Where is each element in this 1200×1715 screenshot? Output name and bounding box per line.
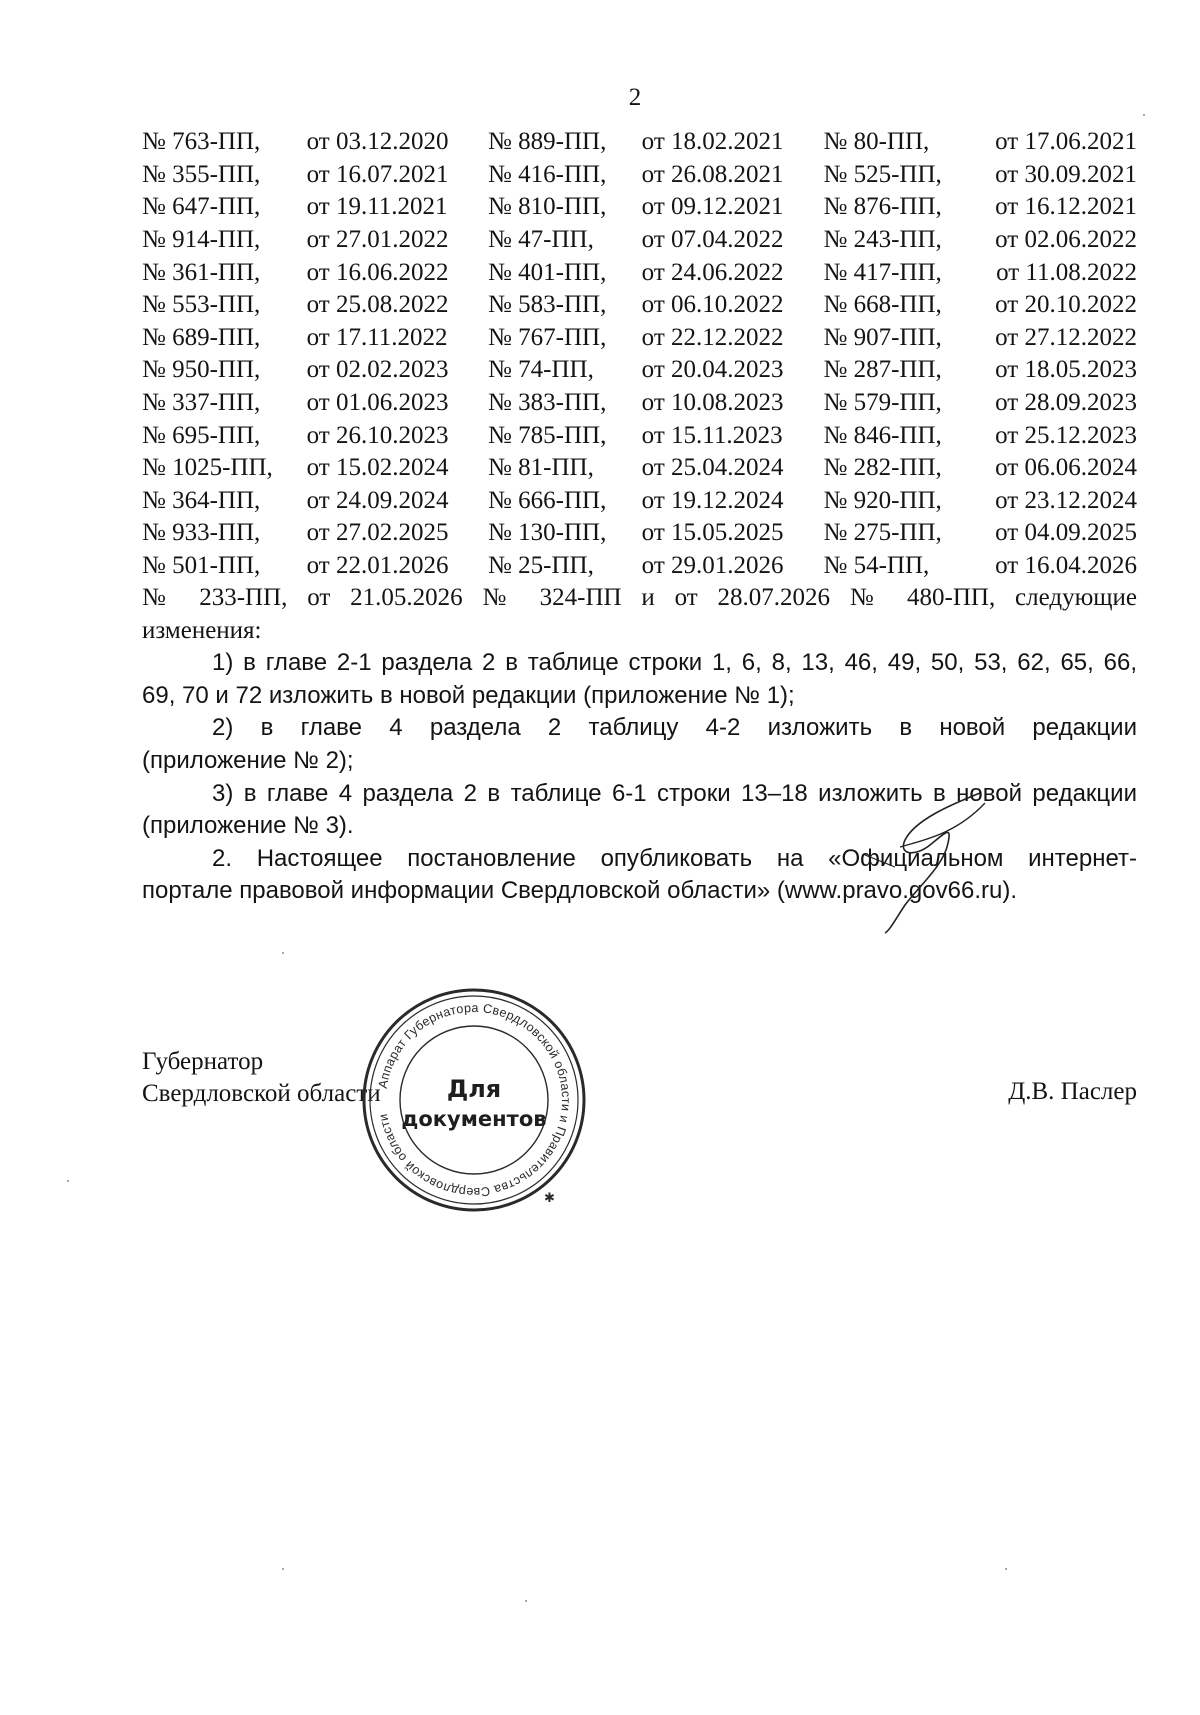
scan-speck [525, 1600, 527, 1602]
resolution-date: от 16.12.2021 [995, 193, 1137, 221]
position-line-1: Губернатор [142, 1048, 264, 1075]
resolution-number: № 695-ПП, [142, 421, 261, 449]
resolution-date: от 17.11.2022 [306, 323, 448, 351]
item-1-line-2: 69, 70 и 72 изложить в новой редакции (приложение № 1); [142, 681, 795, 709]
handwritten-signature-icon [860, 785, 1020, 935]
item-2-line-2: (приложение № 2); [142, 746, 354, 774]
point-2-line-2: портале правовой информации Свердловской области» (www.pravo.gov66.ru). [142, 877, 1017, 905]
resolution-date: от 03.12.2020 [306, 128, 449, 156]
resolution-number: № 81-ПП, [488, 454, 594, 482]
resolution-date: от 25.12.2023 [995, 421, 1137, 449]
resolution-number: № 579-ПП, [823, 389, 942, 417]
amendment-row [142, 289, 1137, 322]
resolution-date: от 04.09.2025 [995, 519, 1137, 547]
resolution-date: от 19.11.2021 [306, 193, 448, 221]
resolution-number: № 282-ПП, [823, 454, 942, 482]
resolution-date: от 20.10.2022 [995, 291, 1137, 319]
resolution-date: от 16.07.2021 [306, 160, 449, 188]
resolution-date: от 16.04.2026 [995, 552, 1137, 580]
resolution-date: от 15.05.2025 [641, 519, 784, 547]
resolution-number: № 666-ПП, [488, 486, 607, 514]
resolution-number: № 920-ПП, [823, 486, 942, 514]
page-number: 2 [628, 84, 642, 111]
amendment-row [142, 485, 1137, 518]
resolution-number: № 361-ПП, [142, 258, 261, 286]
amendment-row [142, 387, 1137, 420]
amendment-row [142, 256, 1137, 289]
resolution-number: № 401-ПП, [488, 258, 607, 286]
resolution-number: № 763-ПП, [142, 128, 261, 156]
resolution-number: № 668-ПП, [823, 291, 942, 319]
point-2-line-1: 2. Настоящее постановление опубликовать на «Официальном интернет- [212, 844, 1137, 872]
resolution-date: от 27.02.2025 [306, 519, 449, 547]
amendment-row [142, 322, 1137, 355]
resolution-date: от 15.02.2024 [306, 454, 449, 482]
resolution-number: № 689-ПП, [142, 323, 261, 351]
resolution-number: № 1025-ПП, [142, 454, 273, 482]
amendment-row [142, 452, 1137, 485]
resolution-date: от 25.08.2022 [306, 291, 449, 319]
resolution-date: от 26.08.2021 [641, 160, 784, 188]
resolution-date: от 17.06.2021 [995, 128, 1137, 156]
resolution-number: № 130-ПП, [488, 519, 607, 547]
resolution-date: от 07.04.2022 [641, 226, 784, 254]
item-3-line-2: (приложение № 3). [142, 812, 354, 840]
resolution-number: № 647-ПП, [142, 193, 261, 221]
resolution-date: от 16.06.2022 [306, 258, 449, 286]
resolution-number: № 525-ПП, [823, 160, 942, 188]
resolution-number: № 337-ПП, [142, 389, 261, 417]
resolution-date: от 22.01.2026 [306, 552, 449, 580]
resolution-number: № 933-ПП, [142, 519, 261, 547]
resolution-date: от 30.09.2021 [995, 160, 1137, 188]
amendment-row [142, 159, 1137, 192]
resolution-number: № 785-ПП, [488, 421, 607, 449]
resolution-number: № 54-ПП, [823, 552, 930, 580]
resolution-number: № 243-ПП, [823, 226, 942, 254]
resolution-date: от 19.12.2024 [641, 486, 784, 514]
resolution-date: от 01.06.2023 [306, 389, 449, 417]
resolution-date: от 26.10.2023 [306, 421, 449, 449]
resolution-number: № 553-ПП, [142, 291, 261, 319]
resolution-number: № 355-ПП, [142, 160, 261, 188]
changes-word: изменения: [142, 616, 262, 644]
amendments-table [142, 126, 1137, 582]
resolution-number: № 810-ПП, [488, 193, 607, 221]
scan-speck [1143, 114, 1145, 116]
stamp-ring-text: Аппарат Губернатора Свердловской области и Правительства Свердловской области [375, 1000, 574, 1200]
resolution-date: от 22.12.2022 [641, 323, 784, 351]
amendment-last-line: № 233-ПП, от 21.05.2026 № 324-ПП и от 28.07.2026 № 480-ПП, следующие [142, 584, 1137, 611]
resolution-number: № 876-ПП, [823, 193, 942, 221]
resolution-date: от 11.08.2022 [996, 258, 1137, 286]
resolution-number: № 364-ПП, [142, 486, 261, 514]
resolution-number: № 907-ПП, [823, 323, 942, 351]
scan-speck [1005, 1568, 1007, 1570]
resolution-number: № 383-ПП, [488, 389, 607, 417]
resolution-date: от 18.02.2021 [641, 128, 784, 156]
resolution-number: № 767-ПП, [488, 323, 607, 351]
resolution-date: от 06.10.2022 [641, 291, 784, 319]
scan-speck [282, 952, 284, 954]
resolution-date: от 09.12.2021 [641, 193, 784, 221]
amendment-row [142, 354, 1137, 387]
item-1-line-1: 1) в главе 2-1 раздела 2 в таблице строки 1, 6, 8, 13, 46, 49, 50, 53, 62, 65, 66, [212, 649, 1137, 677]
stamp-center-line-1: Для [446, 1075, 502, 1103]
resolution-number: № 80-ПП, [823, 128, 930, 156]
resolution-number: № 889-ПП, [488, 128, 607, 156]
resolution-number: № 417-ПП, [823, 258, 942, 286]
resolution-number: № 287-ПП, [823, 356, 942, 384]
resolution-date: от 28.09.2023 [995, 389, 1137, 417]
amendment-row [142, 224, 1137, 257]
resolution-date: от 24.09.2024 [306, 486, 449, 514]
item-3-line-1: 3) в главе 4 раздела 2 в таблице 6-1 строки 13–18 изложить в новой редакции [212, 779, 1137, 807]
scan-speck [67, 1180, 69, 1182]
official-stamp-icon [354, 980, 594, 1220]
amendment-row [142, 126, 1137, 159]
resolution-number: № 275-ПП, [823, 519, 942, 547]
signer-name: Д.В. Паслер [1008, 1078, 1137, 1105]
resolution-number: № 25-ПП, [488, 552, 594, 580]
resolution-date: от 02.02.2023 [306, 356, 449, 384]
resolution-date: от 15.11.2023 [641, 421, 783, 449]
signature-position [142, 1046, 381, 1110]
resolution-number: № 950-ПП, [142, 356, 261, 384]
resolution-date: от 29.01.2026 [641, 552, 784, 580]
position-line-2: Свердловской области [142, 1080, 381, 1107]
resolution-number: № 914-ПП, [142, 226, 261, 254]
stamp-center-line-2: документов [401, 1107, 547, 1131]
resolution-date: от 27.01.2022 [306, 226, 449, 254]
resolution-number: № 583-ПП, [488, 291, 607, 319]
resolution-date: от 20.04.2023 [641, 356, 784, 384]
resolution-date: от 27.12.2022 [995, 323, 1137, 351]
item-2-line-1: 2) в главе 4 раздела 2 таблицу 4-2 изложить в новой редакции [212, 714, 1137, 742]
resolution-date: от 02.06.2022 [995, 226, 1137, 254]
amendment-row [142, 191, 1137, 224]
scan-speck [282, 1568, 284, 1570]
resolution-date: от 24.06.2022 [641, 258, 784, 286]
resolution-number: № 501-ПП, [142, 552, 261, 580]
amendment-row [142, 550, 1137, 583]
resolution-number: № 74-ПП, [488, 356, 594, 384]
amendment-row [142, 419, 1137, 452]
resolution-date: от 18.05.2023 [995, 356, 1137, 384]
resolution-number: № 47-ПП, [488, 226, 594, 254]
resolution-number: № 416-ПП, [488, 160, 607, 188]
resolution-date: от 06.06.2024 [995, 454, 1137, 482]
svg-text:✱: ✱ [544, 1191, 555, 1206]
resolution-date: от 10.08.2023 [641, 389, 784, 417]
amendment-row [142, 517, 1137, 550]
resolution-number: № 846-ПП, [823, 421, 942, 449]
resolution-date: от 23.12.2024 [995, 486, 1137, 514]
resolution-date: от 25.04.2024 [641, 454, 784, 482]
